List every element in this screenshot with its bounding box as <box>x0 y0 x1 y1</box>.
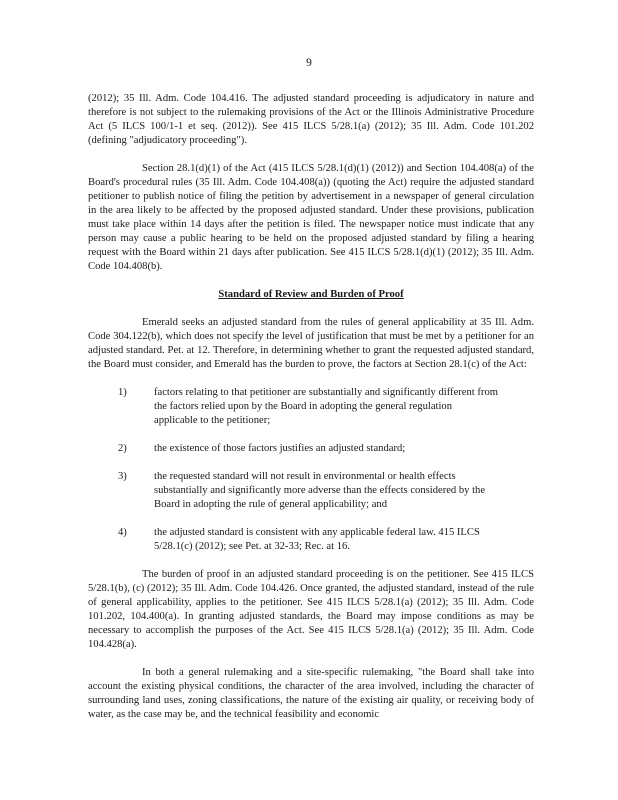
paragraph-adjusted-standard-request: Emerald seeks an adjusted standard from the rules of general applicability at 35 Ill. Adm. Code 304.122(b), which does not specify the level of justification that must be met by a petitioner for an adjusted standard. Pet. at 12. Therefore, in determining whether to grant the requested adjusted standard, the Board must consider, and Emerald has the burden to prove, the factors at Section 28.1(c) of the Act: <box>88 317 534 370</box>
factor-number: 1) <box>118 387 127 398</box>
document-body <box>88 92 534 736</box>
factor-text: the requested standard will not result in environmental or health effects substantially and significantly more adverse than the effects considered by the Board in adopting the rule of general applicability; and <box>154 471 486 510</box>
list-item <box>88 470 534 512</box>
page-number: 9 <box>306 57 312 69</box>
factor-list <box>88 386 534 554</box>
factor-number: 3) <box>118 471 127 482</box>
list-item <box>88 442 534 456</box>
paragraph-burden-of-proof: The burden of proof in an adjusted standard proceeding is on the petitioner. See 415 ILCS 5/28.1(b), (c) (2012); 35 Ill. Adm. Code 104.426. Once granted, the adjusted standard, instead of the rule of general applicability, applies to the petitioner. See 415 ILCS 5/28.1(a) (2012); 35 Ill. Adm. Code 101.202, 104.400(a). In granting adjusted standards, the Board may impose conditions as may be necessary to accomplish the purposes of the Act. See 415 ILCS 5/28.1(a) (2012); 35 Ill. Adm. Code 104.428(a). <box>88 569 534 650</box>
paragraph-rulemaking-factors: In both a general rulemaking and a site-specific rulemaking, "the Board shall take into account the existing physical conditions, the character of the area involved, including the character of surrounding land uses, zoning classifications, the nature of the existing air quality, or receiving body of water, as the case may be, and the technical feasibility and economic <box>88 667 534 720</box>
factor-number: 4) <box>118 527 127 538</box>
factor-text: the existence of those factors justifies an adjusted standard; <box>154 443 406 454</box>
list-item <box>88 386 534 428</box>
section-heading-standard-of-review: Standard of Review and Burden of Proof <box>218 289 404 300</box>
factor-text: the adjusted standard is consistent with any applicable federal law. 415 ILCS 5/28.1(c) (2012); see Pet. at 32-33; Rec. at 16. <box>154 527 480 552</box>
paragraph-publication-notice: Section 28.1(d)(1) of the Act (415 ILCS 5/28.1(d)(1) (2012)) and Section 104.408(a) of the Board's procedural rules (35 Ill. Adm. Code 104.408(a)) (quoting the Act) require the adjusted standard petitioner to publish notice of filing the petition by advertisement in a newspaper of general circulation in the area likely to be affected by the proposed adjusted standard. Under these provisions, publication must take place within 14 days after the petition is filed. The newspaper notice must indicate that any person may cause a public hearing to be held on the proposed adjusted standard by filing a hearing request with the Board within 21 days after publication. See 415 ILCS 5/28.1(d)(1) (2012); 35 Ill. Adm. Code 104.408(b). <box>88 163 534 272</box>
factor-number: 2) <box>118 443 127 454</box>
paragraph-continuation: (2012); 35 Ill. Adm. Code 104.416. The adjusted standard proceeding is adjudicatory in nature and therefore is not subject to the rulemaking provisions of the Act or the Illinois Administrative Procedure Act (5 ILCS 100/1-1 et seq. (2012)). See 415 ILCS 5/28.1(a) (2012); 35 Ill. Adm. Code 101.202 (defining "adjudicatory proceeding"). <box>88 93 534 146</box>
list-item <box>88 526 534 554</box>
factor-text: factors relating to that petitioner are substantially and significantly different from the factors relied upon by the Board in adopting the general regulation applicable to the petitioner; <box>154 387 498 426</box>
